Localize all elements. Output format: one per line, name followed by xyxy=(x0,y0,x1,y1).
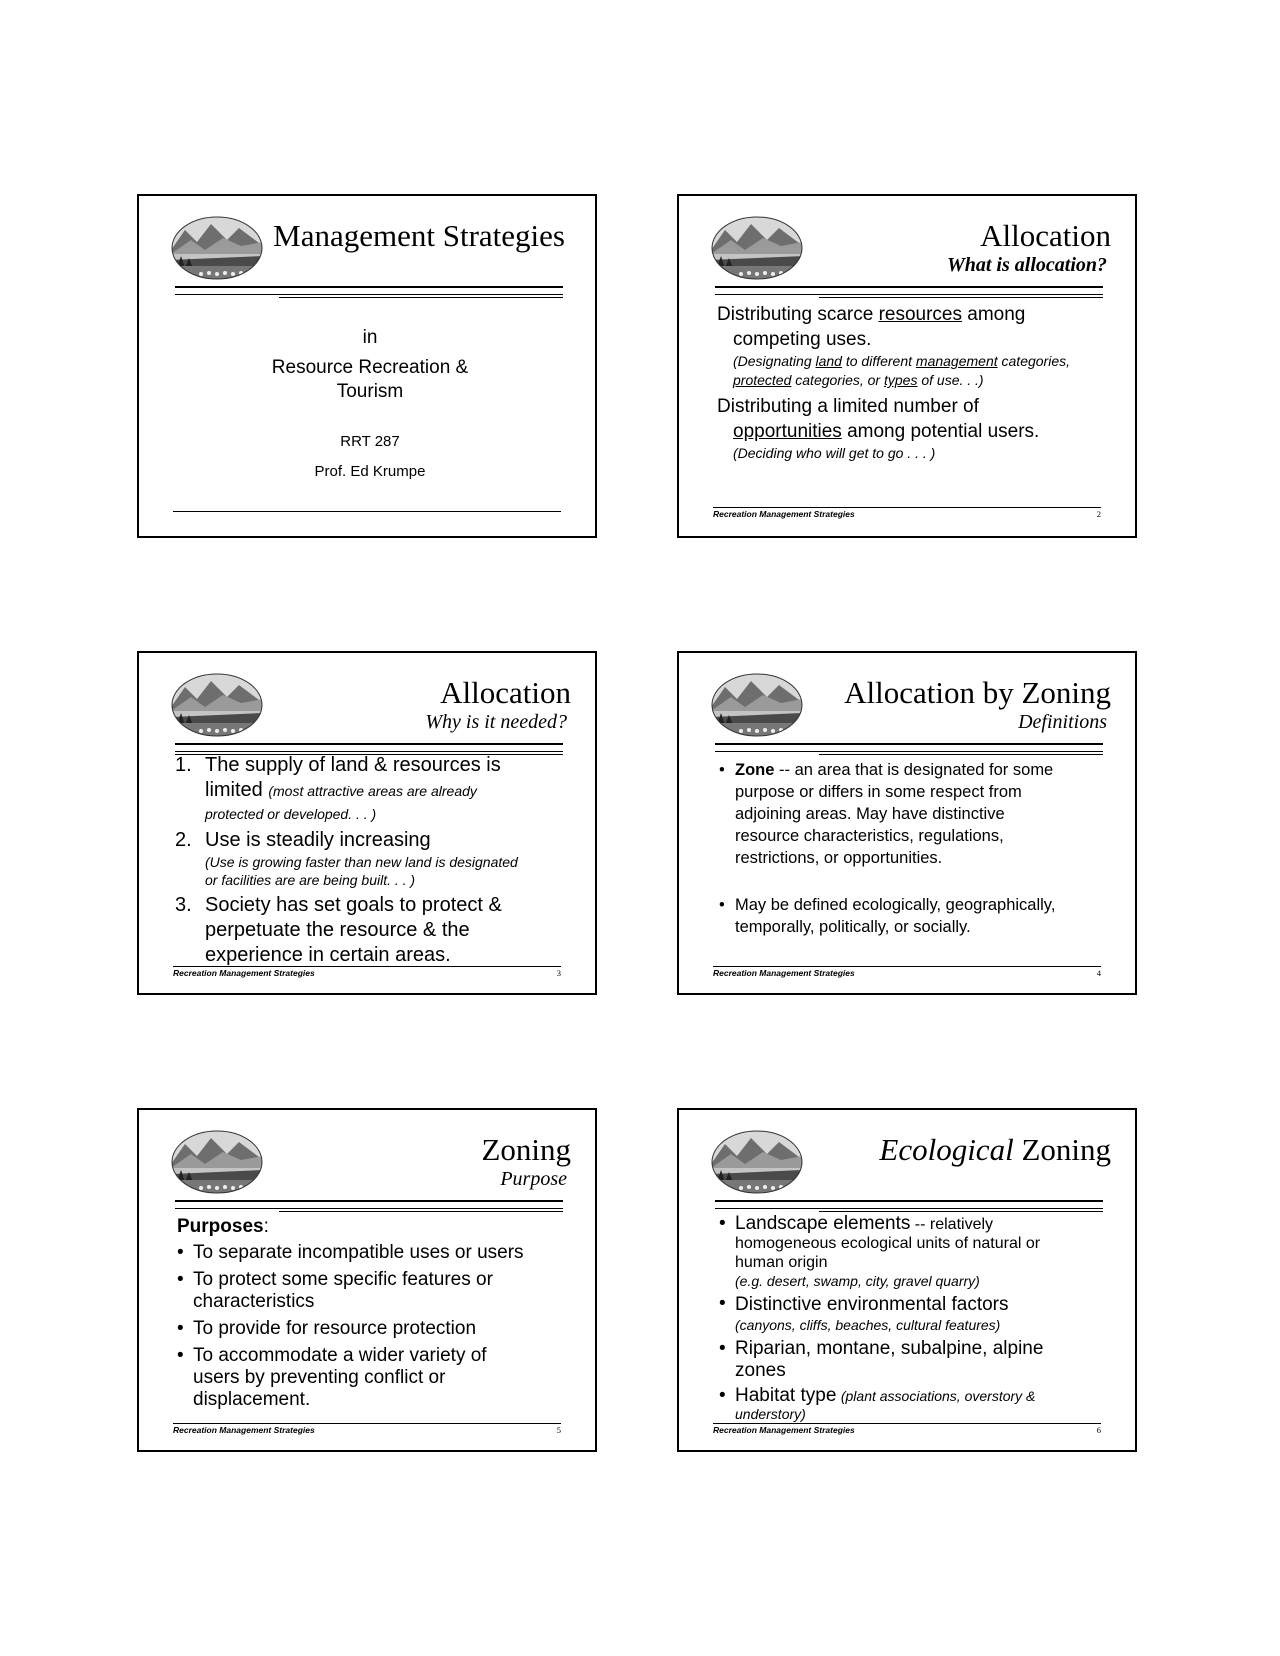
list-item: 1. The supply of land & resources is limited (most attractive areas are already protected or developed. . . ) xyxy=(175,754,501,822)
list-item: • May be defined ecologically, geographically, temporally, politically, or socially. xyxy=(719,896,1056,936)
point-1: Distributing scarce resources among xyxy=(717,304,1026,325)
footer-label: Recreation Management Strategies xyxy=(713,1425,855,1435)
landscape-logo-icon xyxy=(711,216,803,280)
landscape-logo-icon xyxy=(171,216,263,280)
slide-number: 6 xyxy=(1096,1425,1101,1435)
slide-footer xyxy=(173,1423,561,1436)
point-2-cont: opportunities among potential users. xyxy=(733,421,1040,442)
list-item: 2. Use is steadily increasing (Use is growing faster than new land is designated or facilities are are being built. . . ) xyxy=(175,829,518,888)
slide-subtitle: Definitions xyxy=(1018,711,1107,733)
slide-title: Management Strategies xyxy=(273,218,565,253)
subtitle-in: in xyxy=(362,327,378,348)
slide-subtitle: Why is it needed? xyxy=(425,711,567,733)
slide-title: Allocation by Zoning xyxy=(844,675,1111,710)
point-2-note: (Deciding who will get to go . . . ) xyxy=(733,445,936,461)
slide-subtitle: Purpose xyxy=(500,1168,567,1190)
footer-label: Recreation Management Strategies xyxy=(713,509,855,519)
title-rule-thin xyxy=(279,297,563,298)
slide-title: Allocation xyxy=(980,218,1111,253)
title-rule-thin xyxy=(279,1211,563,1212)
slide-2 xyxy=(677,194,1137,538)
slide-1 xyxy=(137,194,597,538)
slide-5 xyxy=(137,1108,597,1452)
landscape-logo-icon xyxy=(171,673,263,737)
list-item: • To accommodate a wider variety of users by preventing conflict or displacement. xyxy=(177,1345,487,1410)
landscape-logo-icon xyxy=(711,1130,803,1194)
subtitle-line3: Tourism xyxy=(336,381,404,402)
footer-label: Recreation Management Strategies xyxy=(173,968,315,978)
title-rule xyxy=(175,1200,563,1209)
slide-number: 3 xyxy=(556,968,561,978)
definitions-list xyxy=(715,759,1105,938)
list-item: • To protect some specific features or characteristics xyxy=(177,1269,493,1312)
slide-subtitle: What is allocation? xyxy=(946,254,1107,276)
landscape-logo-icon xyxy=(171,1130,263,1194)
landscape-logo-icon xyxy=(711,673,803,737)
point-1-cont: competing uses. xyxy=(733,329,872,350)
slide-footer xyxy=(713,966,1101,979)
footer-label: Recreation Management Strategies xyxy=(713,968,855,978)
slide-title: Ecological Zoning xyxy=(879,1132,1111,1167)
course-code: RRT 287 xyxy=(340,433,400,450)
purposes-list xyxy=(177,1242,565,1411)
list-item: • Habitat type (plant associations, overstory & understory) xyxy=(719,1385,1036,1422)
slide-3 xyxy=(137,651,597,995)
title-rule xyxy=(715,743,1103,752)
list-item: • To provide for resource protection xyxy=(177,1318,477,1339)
slide-number: 4 xyxy=(1096,968,1101,978)
title-rule xyxy=(175,286,563,295)
reasons-list xyxy=(171,753,565,972)
list-item: • Riparian, montane, subalpine, alpine zones xyxy=(719,1338,1044,1381)
bottom-rule xyxy=(173,511,561,512)
list-item: • Distinctive environmental factors (canyons, cliffs, beaches, cultural features) xyxy=(719,1293,1009,1333)
title-rule xyxy=(175,743,563,752)
purposes-heading: Purposes: xyxy=(177,1216,269,1237)
list-item: 3. Society has set goals to protect & perpetuate the resource & the experience in certain areas. xyxy=(175,894,502,966)
slide-footer xyxy=(713,507,1101,520)
title-rule-thin xyxy=(819,297,1103,298)
slide-6 xyxy=(677,1108,1137,1452)
professor-name: Prof. Ed Krumpe xyxy=(314,463,426,480)
slide-title: Allocation xyxy=(440,675,571,710)
slide-number: 5 xyxy=(556,1425,561,1435)
title-rule-thin xyxy=(819,1211,1103,1212)
subtitle-line2: Resource Recreation & xyxy=(271,357,469,378)
title-rule-thin xyxy=(819,754,1103,755)
list-item: • To separate incompatible uses or users xyxy=(177,1242,524,1263)
footer-label: Recreation Management Strategies xyxy=(173,1425,315,1435)
slide-4 xyxy=(677,651,1137,995)
title-rule xyxy=(715,1200,1103,1209)
slide-footer xyxy=(713,1423,1101,1436)
list-item: • Landscape elements -- relatively homogeneous ecological units of natural or human origin (e.g. desert, swamp, city, gravel quarry) xyxy=(719,1213,1041,1289)
point-1-note: (Designating land to different management categories, protected categories, or types of use. . .) xyxy=(733,353,1070,388)
list-item: • Zone -- an area that is designated for some purpose or differs in some respect from adjoining areas. May have distinctive resource characteristics, regulations, restrictions, or opportunities. xyxy=(719,761,1054,867)
slide-number: 2 xyxy=(1096,509,1101,519)
slide-title: Zoning xyxy=(481,1132,571,1167)
point-2: Distributing a limited number of xyxy=(717,396,979,417)
slide-footer xyxy=(173,966,561,979)
ecological-list xyxy=(715,1214,1105,1423)
title-rule xyxy=(715,286,1103,295)
